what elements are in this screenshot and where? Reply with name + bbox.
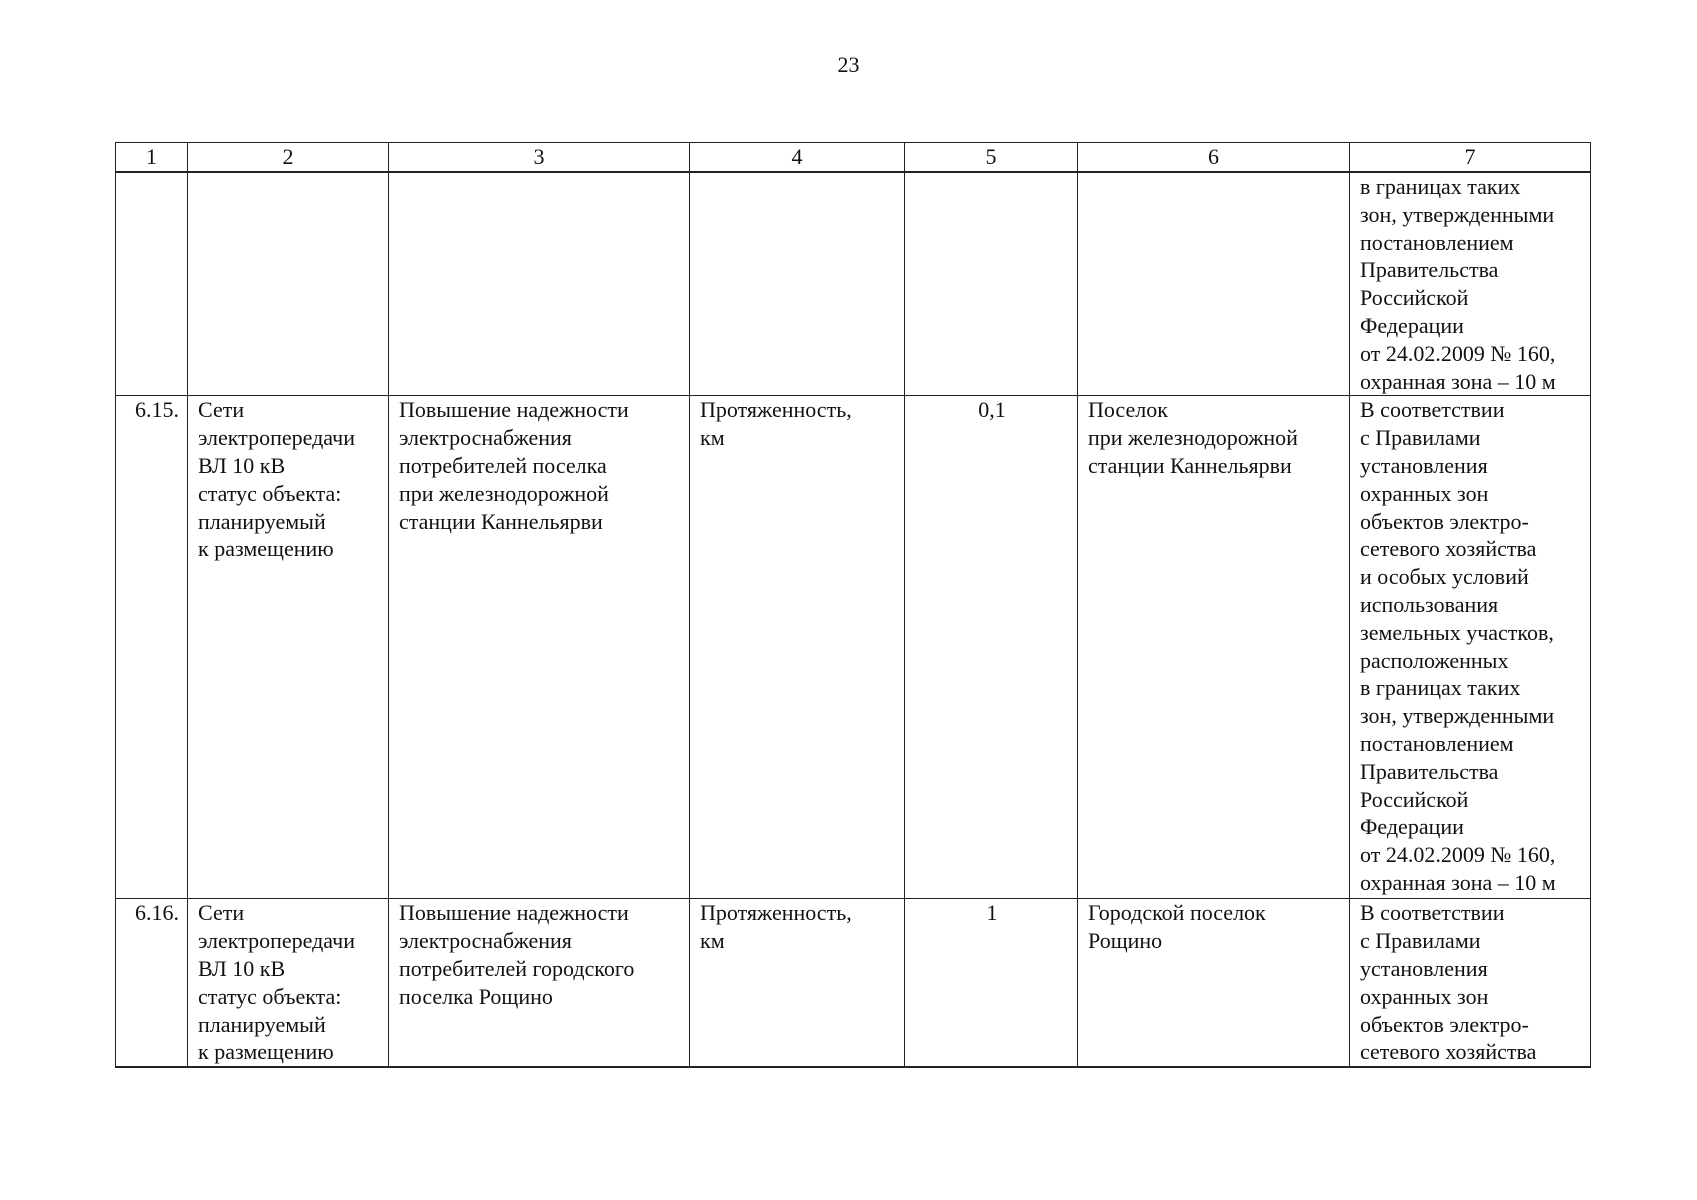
value-cell [905, 172, 1078, 396]
page-number: 23 [837, 52, 860, 77]
column-header: 5 [905, 143, 1078, 173]
value-cell: 1 [905, 899, 1078, 1068]
object-name-cell: Сети электропередачи ВЛ 10 кВ статус объекта: планируемый к размещению [188, 899, 389, 1068]
column-header: 1 [116, 143, 188, 173]
protection-zone-cell: В соответствии с Правилами установления охранных зон объектов электро- сетевого хозяйства [1350, 899, 1591, 1068]
column-header: 2 [188, 143, 389, 173]
column-header: 3 [389, 143, 690, 173]
object-name-cell: Сети электропередачи ВЛ 10 кВ статус объекта: планируемый к размещению [188, 396, 389, 899]
column-header: 7 [1350, 143, 1591, 173]
characteristic-cell: Протяженность, км [690, 396, 905, 899]
column-header: 6 [1078, 143, 1350, 173]
table-row [116, 899, 1591, 1068]
characteristic-cell [690, 172, 905, 396]
row-number-cell [116, 172, 188, 396]
protection-zone-cell: В соответствии с Правилами установления охранных зон объектов электро- сетевого хозяйства и особых условий использования земельных участков, расположенных в границах таких зон, утвержденными постановлением Правительства Российской Федерации от 24.02.2009 № 160, охранная зона – 10 м [1350, 396, 1591, 899]
document-table [115, 142, 1591, 1068]
row-number-cell: 6.15. [116, 396, 188, 899]
table-row [116, 396, 1591, 899]
location-cell: Городской поселок Рощино [1078, 899, 1350, 1068]
value-cell: 0,1 [905, 396, 1078, 899]
characteristic-cell: Протяженность, км [690, 899, 905, 1068]
purpose-cell: Повышение надежности электроснабжения потребителей поселка при железнодорожной станции Каннельярви [389, 396, 690, 899]
table-header-row [116, 143, 1591, 173]
object-name-cell [188, 172, 389, 396]
location-cell [1078, 172, 1350, 396]
column-header: 4 [690, 143, 905, 173]
purpose-cell [389, 172, 690, 396]
row-number-cell: 6.16. [116, 899, 188, 1068]
protection-zone-cell: в границах таких зон, утвержденными постановлением Правительства Российской Федерации от 24.02.2009 № 160, охранная зона – 10 м [1350, 172, 1591, 396]
location-cell: Поселок при железнодорожной станции Каннельярви [1078, 396, 1350, 899]
purpose-cell: Повышение надежности электроснабжения потребителей городского поселка Рощино [389, 899, 690, 1068]
table-row [116, 172, 1591, 396]
